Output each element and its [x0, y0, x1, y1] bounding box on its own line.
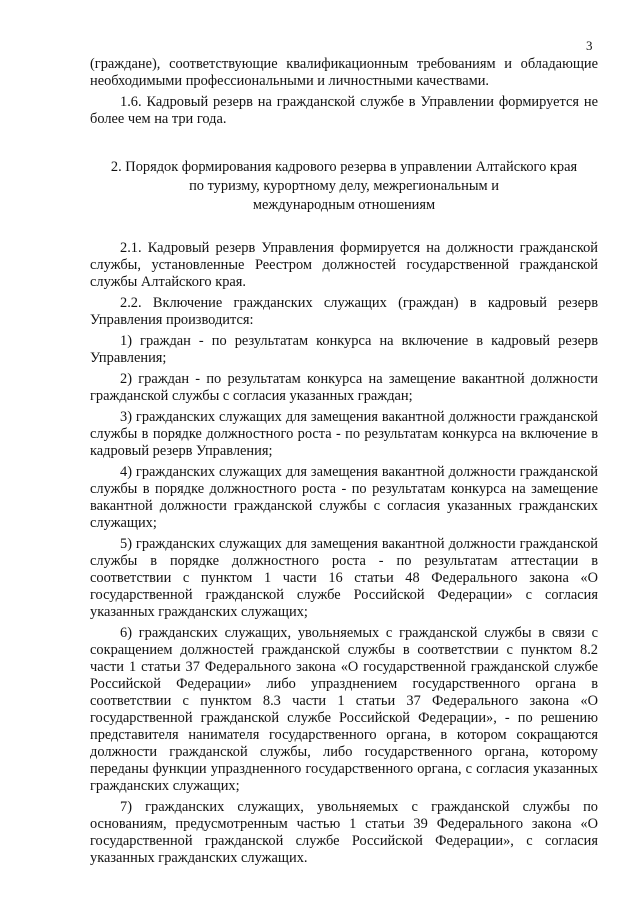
- paragraph-2-2: 2.2. Включение гражданских служащих (граждан) в кадровый резерв Управления производится:: [90, 295, 598, 328]
- section-heading-line-3: международным отношениям: [252, 197, 436, 213]
- paragraph-1-6: 1.6. Кадровый резерв на гражданской службе в Управлении формируется не более чем на три года.: [90, 94, 598, 127]
- section-heading-line-1: 2. Порядок формирования кадрового резерва в управлении Алтайского края: [110, 159, 578, 175]
- section-heading: [90, 158, 598, 215]
- list-item-1: 1) граждан - по результатам конкурса на включение в кадровый резерв Управления;: [90, 333, 598, 366]
- paragraph-2-1: 2.1. Кадровый резерв Управления формируется на должности гражданской службы, установленные Реестром должностей государственной гражданской службы Алтайского края.: [90, 240, 598, 290]
- paragraph-continuation: (граждане), соответствующие квалификационным требованиям и обладающие необходимыми профессиональными и личностными качествами.: [90, 56, 598, 89]
- list-item-2: 2) граждан - по результатам конкурса на замещение вакантной должности гражданской службы с согласия указанных граждан;: [90, 371, 598, 404]
- document-body: [90, 56, 598, 867]
- list-item-7: 7) гражданских служащих, увольняемых с гражданской службы по основаниям, предусмотренным частью 1 статьи 39 Федерального закона «О государственной гражданской службе Российской Федерации», с согласия указанных гражданских служащих.: [90, 799, 598, 866]
- page-number: 3: [586, 38, 593, 53]
- list-item-3: 3) гражданских служащих для замещения вакантной должности гражданской службы в порядке должностного роста - по результатам конкурса на включение в кадровый резерв Управления;: [90, 409, 598, 459]
- list-item-4: 4) гражданских служащих для замещения вакантной должности гражданской службы в порядке должностного роста - по результатам конкурса на замещение вакантной должности гражданской службы с согласия указанных гражданских служащих;: [90, 464, 598, 531]
- list-item-5: 5) гражданских служащих для замещения вакантной должности гражданской службы в порядке должностного роста - по результатам аттестации в соответствии с пунктом 1 части 16 статьи 48 Федерального закона «О государственной гражданской службе Российской Федерации» с согласия указанных гражданских служащих;: [90, 536, 598, 620]
- section-heading-line-2: по туризму, курортному делу, межрегиональным и: [189, 178, 499, 194]
- list-item-6: 6) гражданских служащих, увольняемых с гражданской службы в связи с сокращением должностей гражданской службы в соответствии с пунктом 8.2 части 1 статьи 37 Федерального закона «О государственной гражданской службе Российской Федерации» либо упразднением государственного органа в соответствии с пунктом 8.3 части 1 статьи 37 Федерального закона «О государственной гражданской службе Российской Федерации», - по решению представителя нанимателя государственного органа, в котором сокращаются должности гражданской службы, либо государственного органа, которому переданы функции упраздненного государственного органа, с согласия указанных гражданских служащих;: [90, 625, 598, 794]
